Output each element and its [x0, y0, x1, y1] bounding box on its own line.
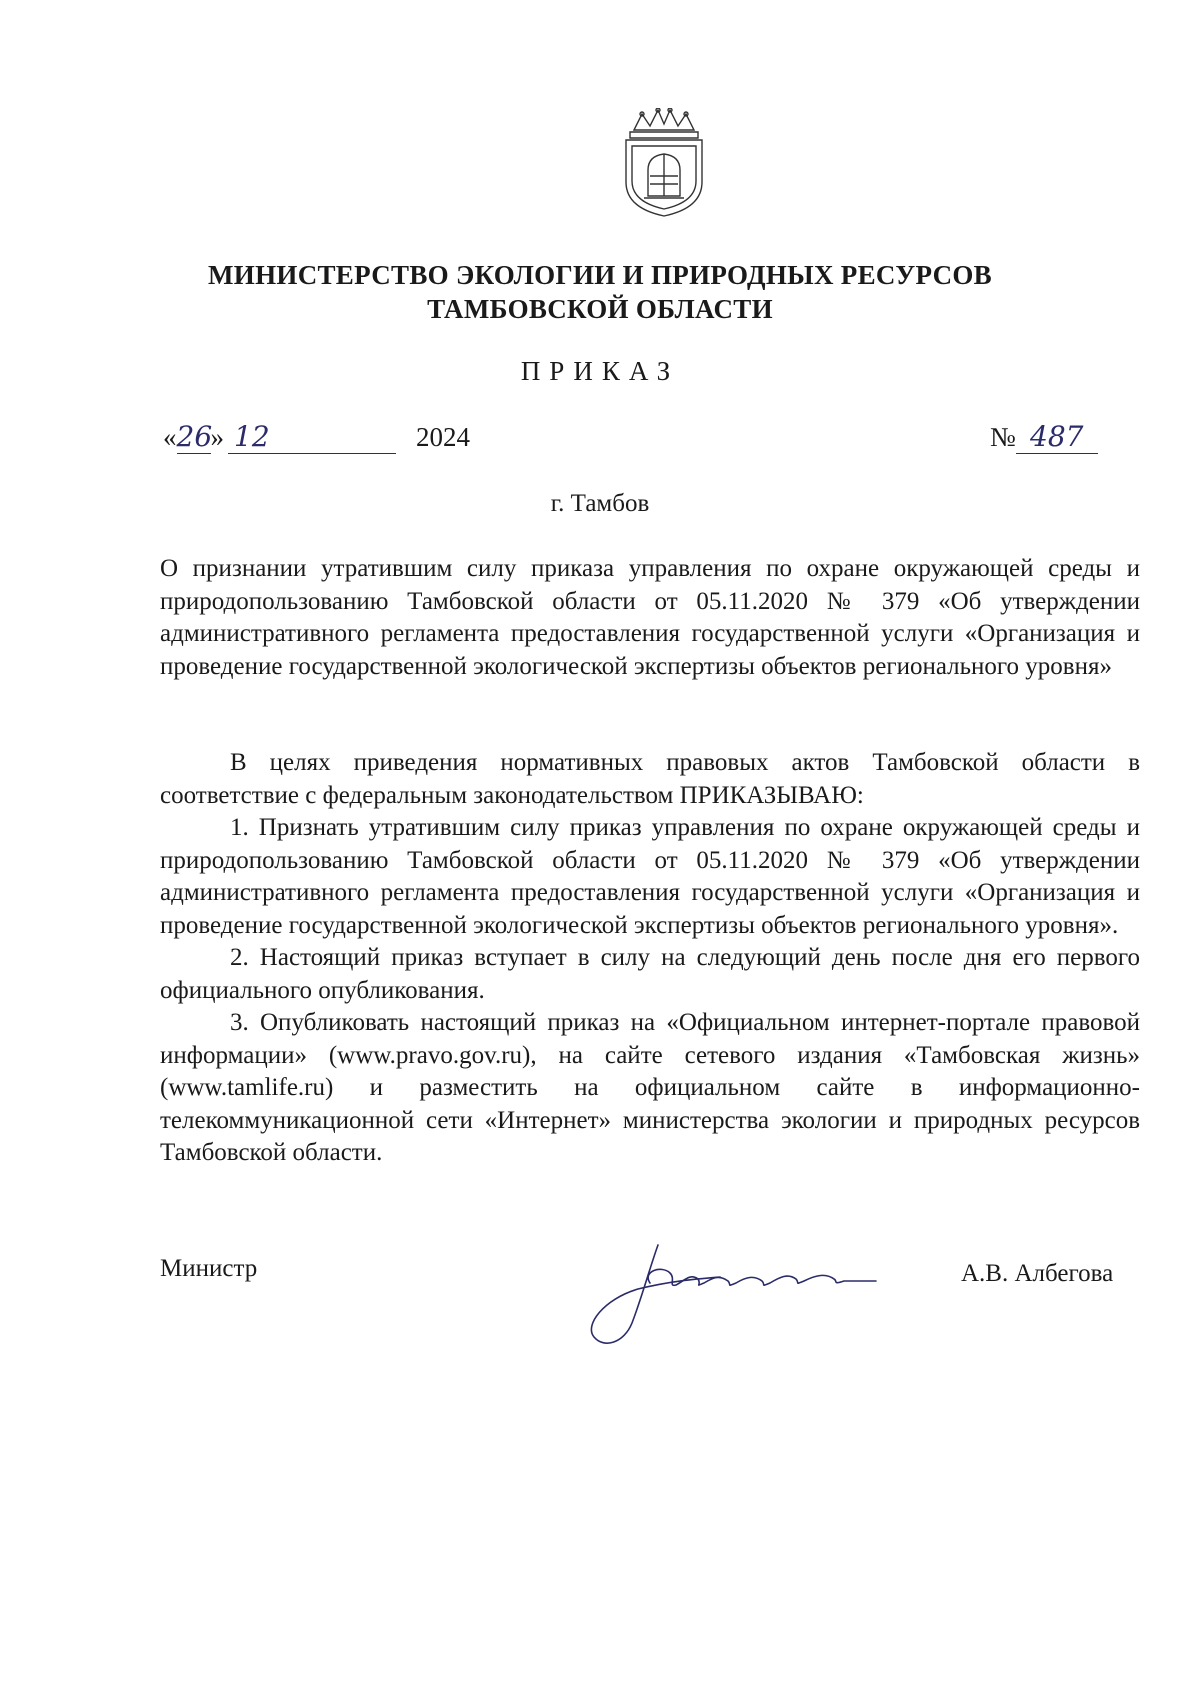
order-number-label: № [990, 422, 1016, 452]
order-preamble: В целях приведения нормативных правовых актов Тамбовской области в соответствие с федеральным законодательством ПРИКАЗЫВАЮ: [160, 749, 1140, 809]
order-item-1: 1. Признать утратившим силу приказ управления по охране окружающей среды и природопользованию Тамбовской области от 05.11.2020 № 379 «Об утверждении административного регламента предоставления государственной услуги «Организация и проведение государственной экологической экспертизы объектов регионального уровня». [160, 814, 1140, 939]
org-name-line1: МИНИСТЕРСТВО ЭКОЛОГИИ И ПРИРОДНЫХ РЕСУРСОВ [208, 260, 992, 290]
order-number [990, 420, 1098, 454]
date-month: 12 [228, 420, 396, 454]
date-quote-close: » [210, 422, 224, 452]
coat-of-arms-icon [620, 108, 708, 218]
signer-name: А.В. Албегова [961, 1260, 1114, 1287]
order-number-value: 487 [1016, 420, 1098, 454]
order-item-2: 2. Настоящий приказ вступает в силу на следующий день после дня его первого официального опубликования. [160, 944, 1140, 1004]
date-day: 26 [176, 420, 213, 453]
date-year: 2024 [416, 422, 470, 452]
document-type-title: ПРИКАЗ [520, 356, 680, 386]
order-subject: О признании утратившим силу приказа управления по охране окружающей среды и природопользованию Тамбовской области от 05.11.2020 № 379 «Об утверждении административного регламента предоставления государственной услуги «Организация и проведение государственной экологической экспертизы объектов регионального уровня» [160, 555, 1140, 680]
order-date [163, 420, 470, 454]
handwritten-signature-icon [580, 1237, 890, 1352]
date-quote-open: « [163, 422, 177, 452]
signer-title: Министр [160, 1255, 258, 1282]
city-name: г. Тамбов [550, 490, 650, 517]
order-body [160, 747, 1140, 1170]
org-name-line2: ТАМБОВСКОЙ ОБЛАСТИ [427, 294, 773, 324]
order-item-3: 3. Опубликовать настоящий приказ на «Официальном интернет-портале правовой информации» (www.pravo.gov.ru), на сайте сетевого издания «Тамбовская жизнь» (www.tamlife.ru) и разместить на официальном сайте в информационно-телекоммуникационной сети «Интернет» министерства экологии и природных ресурсов Тамбовской области. [160, 1009, 1140, 1166]
